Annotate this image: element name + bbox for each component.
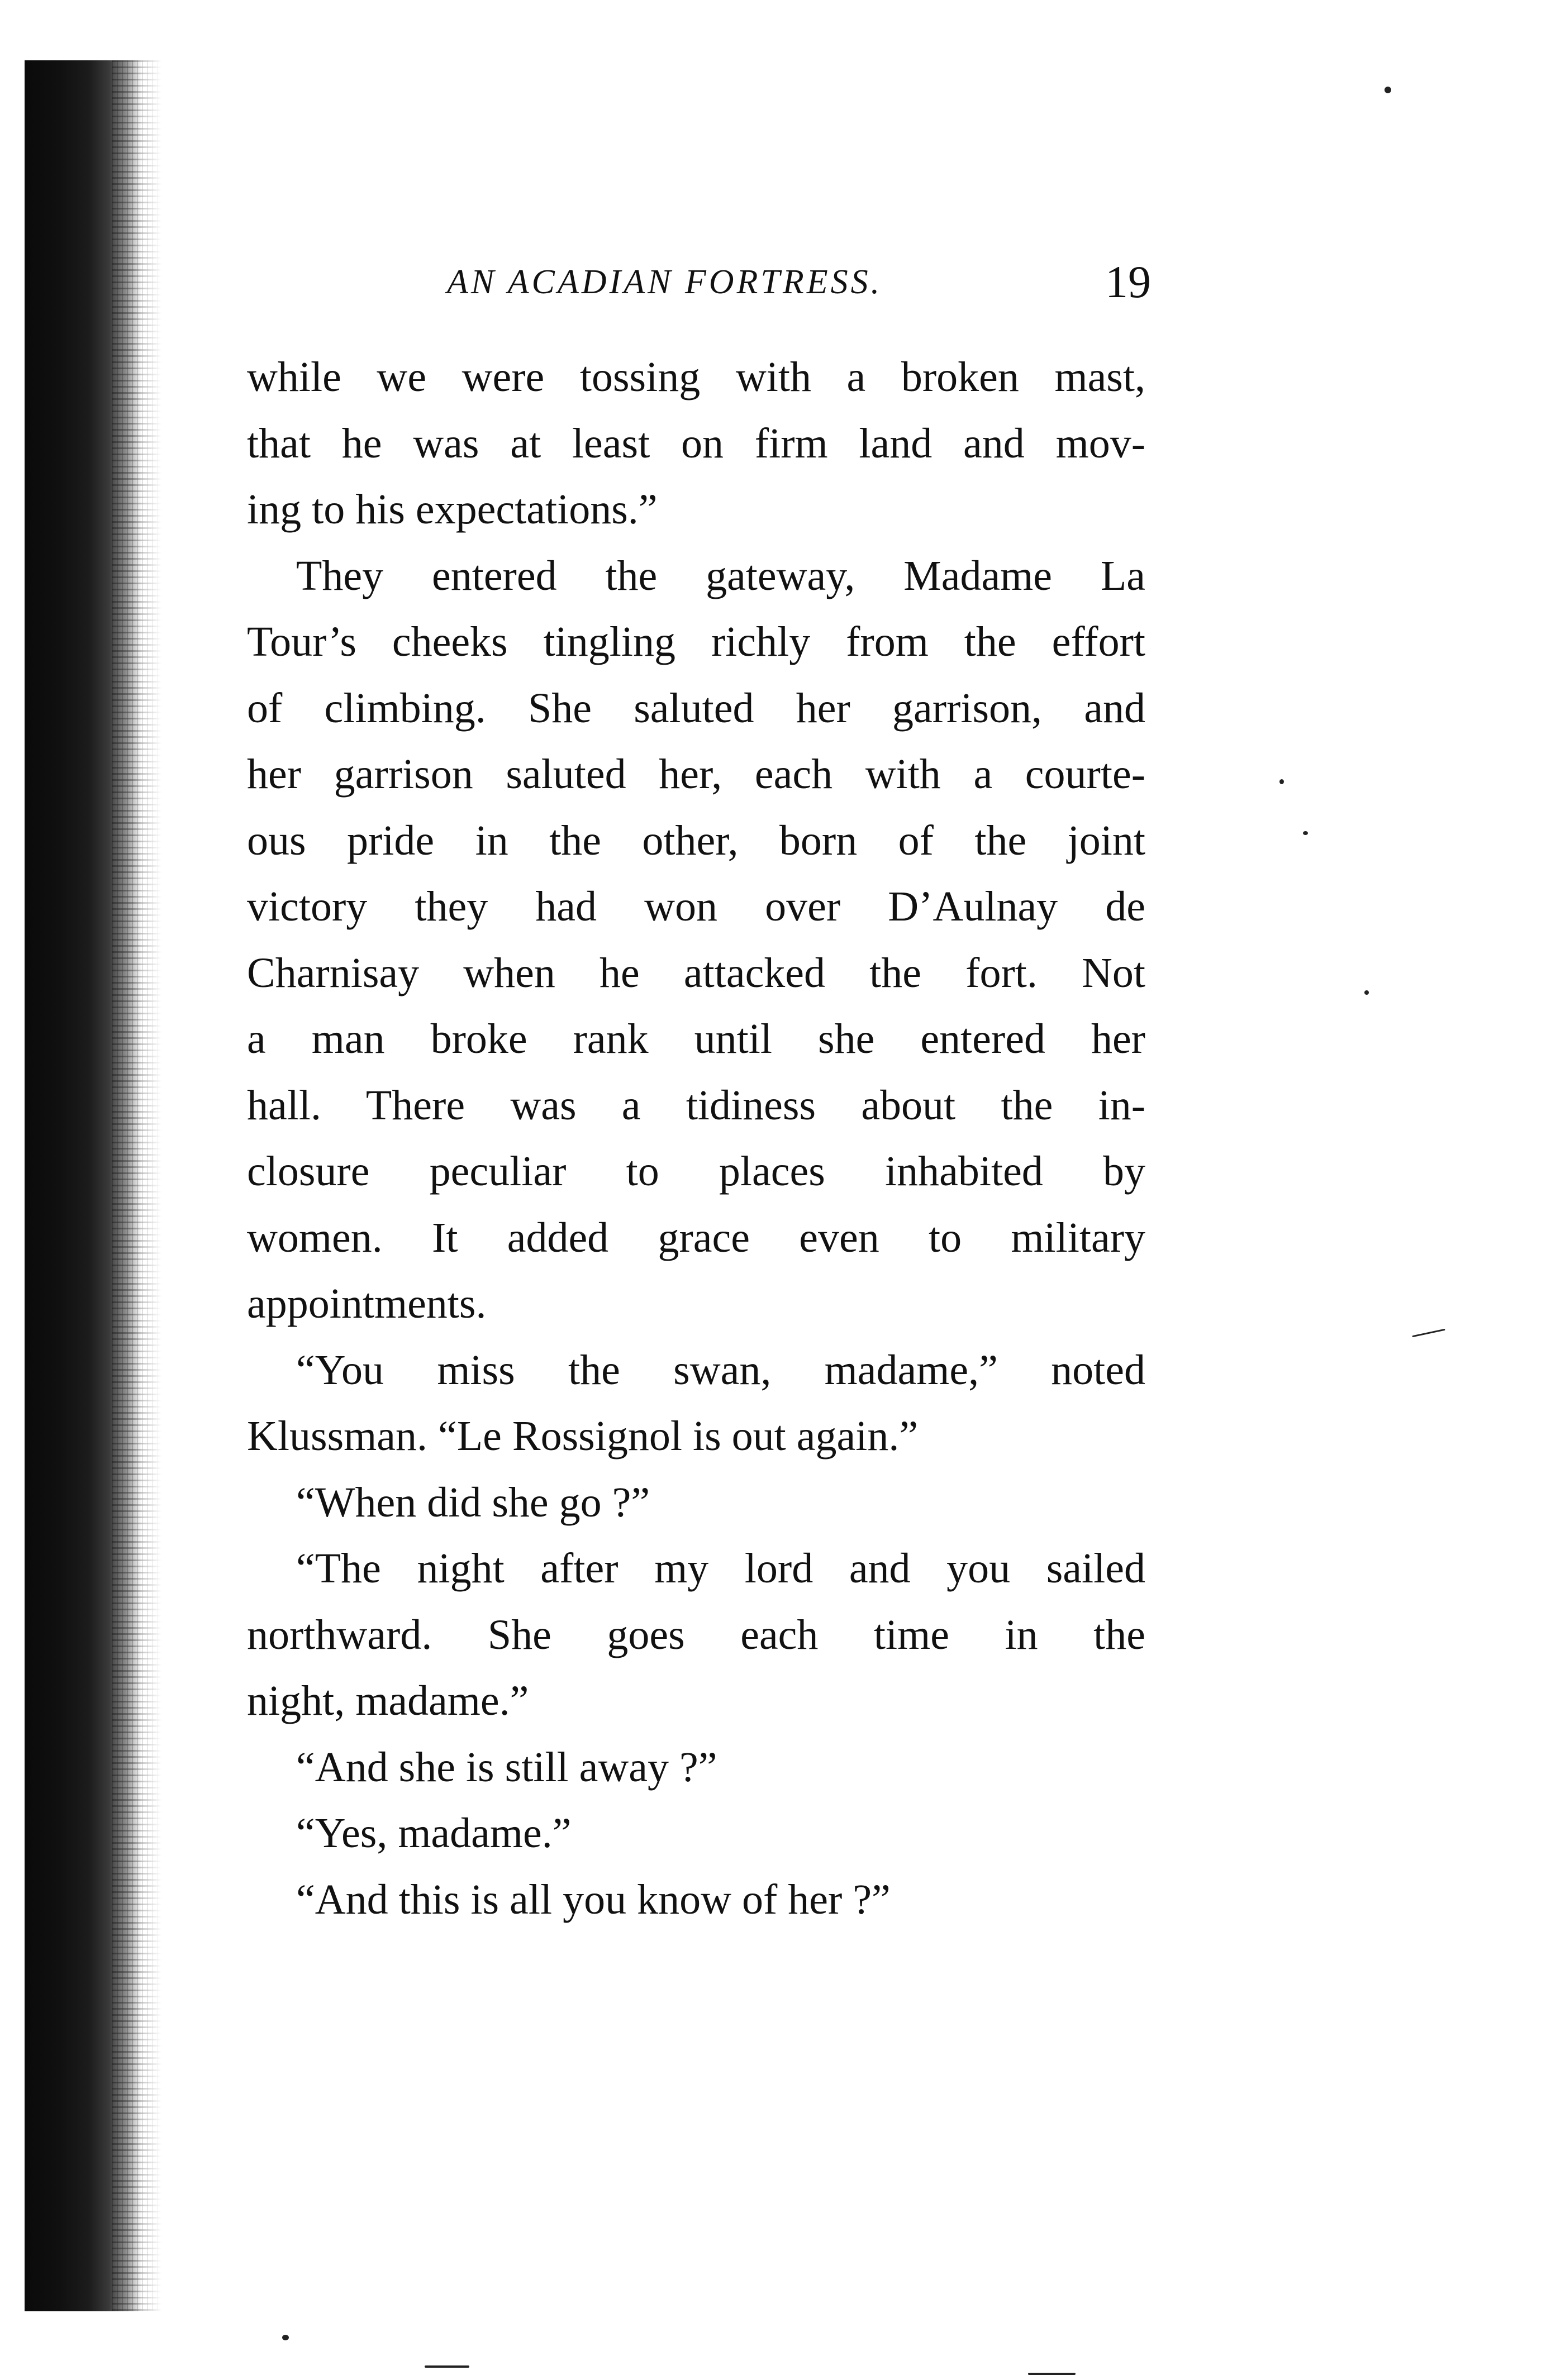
print-speck (1303, 831, 1308, 835)
text-line: that he was at least on firm land and mov- (247, 419, 1145, 467)
print-speck (1364, 990, 1369, 995)
print-speck (1385, 87, 1391, 93)
body-text (247, 344, 1145, 1933)
text-line: victory they had won over D’Aulnay de (247, 883, 1145, 930)
text-line: Charnisay when he attacked the fort. Not (247, 949, 1145, 996)
text-line: “The night after my lord and you sailed (296, 1545, 1145, 1592)
print-speck (1412, 1329, 1445, 1337)
print-speck (282, 2335, 289, 2340)
print-speck (425, 2365, 469, 2368)
print-speck (1279, 779, 1284, 784)
text-line: They entered the gateway, Madame La (296, 552, 1145, 599)
text-line: women. It added grace even to military (247, 1214, 1145, 1261)
text-line: her garrison saluted her, each with a courte- (247, 751, 1145, 798)
page-number: 19 (1105, 256, 1151, 307)
text-line: of climbing. She saluted her garrison, and (247, 684, 1145, 732)
running-head: AN ACADIAN FORTRESS. (447, 263, 883, 301)
text-line: ing to his expectations.” (247, 486, 658, 533)
text-line: Tour’s cheeks tingling richly from the effort (247, 618, 1145, 665)
text-line: while we were tossing with a broken mast, (247, 354, 1145, 400)
text-line: northward. She goes each time in the (247, 1611, 1145, 1658)
text-line: “And she is still away ?” (296, 1743, 717, 1791)
text-line: “And this is all you know of her ?” (296, 1876, 891, 1923)
text-line: appointments. (247, 1280, 487, 1327)
text-line: “You miss the swan, madame,” noted (296, 1346, 1145, 1394)
text-line: night, madame.” (247, 1677, 529, 1724)
text-line: Klussman. “Le Rossignol is out again.” (247, 1413, 919, 1460)
text-line: ous pride in the other, born of the joint (247, 817, 1145, 864)
text-line: hall. There was a tidiness about the in- (247, 1081, 1145, 1129)
text-line: closure peculiar to places inhabited by (247, 1148, 1145, 1195)
binding-texture (112, 60, 162, 2311)
text-line: “Yes, madame.” (296, 1810, 572, 1857)
text-line: a man broke rank until she entered her (247, 1015, 1145, 1062)
text-line: “When did she go ?” (296, 1478, 650, 1526)
print-speck (1028, 2373, 1076, 2375)
